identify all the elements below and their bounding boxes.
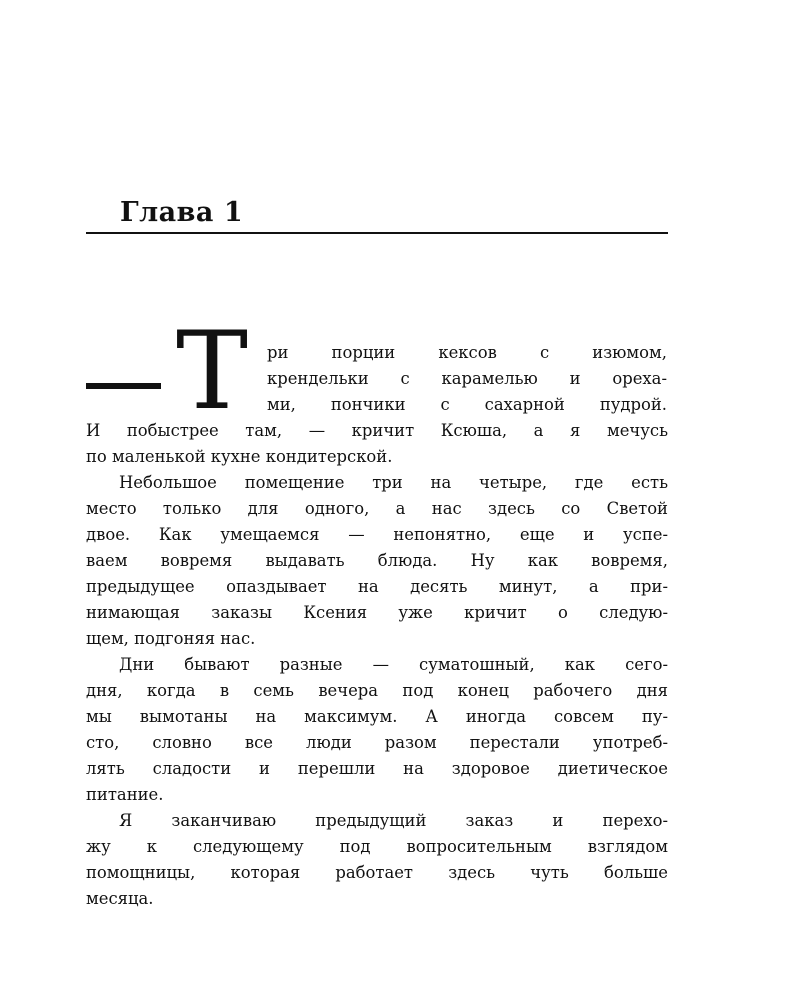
- text-line: ри порции кексов с изюмом,: [267, 343, 667, 362]
- text-line: предыдущее опаздывает на десять минут, а при-: [86, 577, 668, 596]
- text-line: Я заканчиваю предыдущий заказ и перехо-: [119, 811, 668, 830]
- text-line: ми, пончики с сахарной пудрой.: [267, 395, 667, 414]
- text-line: И побыстрее там, — кричит Ксюша, а я мечусь: [86, 421, 668, 440]
- text-line: жу к следующему под вопросительным взглядом: [86, 837, 668, 856]
- text-line: мы вымотаны на максимум. А иногда совсем пу-: [86, 707, 668, 726]
- text-line: сто, словно все люди разом перестали употреб-: [86, 733, 668, 752]
- text-line: щем, подгоняя нас.: [86, 629, 256, 648]
- text-line: ваем вовремя выдавать блюда. Ну как вовремя,: [86, 551, 668, 570]
- text-line: месяца.: [86, 889, 154, 908]
- text-line: крендельки с карамелью и ореха-: [267, 369, 667, 388]
- text-line: по маленькой кухне кондитерской.: [86, 447, 393, 466]
- text-line: помощницы, которая работает здесь чуть больше: [86, 863, 668, 882]
- drop-cap-letter: Т: [176, 309, 249, 434]
- text-line: дня, когда в семь вечера под конец рабочего дня: [86, 681, 668, 700]
- text-line: двое. Как умещаемся — непонятно, еще и успе-: [86, 525, 668, 544]
- em-dash-mark: [86, 383, 161, 389]
- text-line: питание.: [86, 785, 164, 804]
- text-line: место только для одного, а нас здесь со Светой: [86, 499, 668, 518]
- text-line: Дни бывают разные — суматошный, как сего-: [119, 655, 668, 674]
- text-line: Небольшое помещение три на четыре, где есть: [119, 473, 668, 492]
- text-line: лять сладости и перешли на здоровое диетическое: [86, 759, 668, 778]
- chapter-title: Глава 1: [120, 197, 244, 228]
- chapter-heading: [86, 196, 668, 234]
- text-line: нимающая заказы Ксения уже кричит о следую-: [86, 603, 668, 622]
